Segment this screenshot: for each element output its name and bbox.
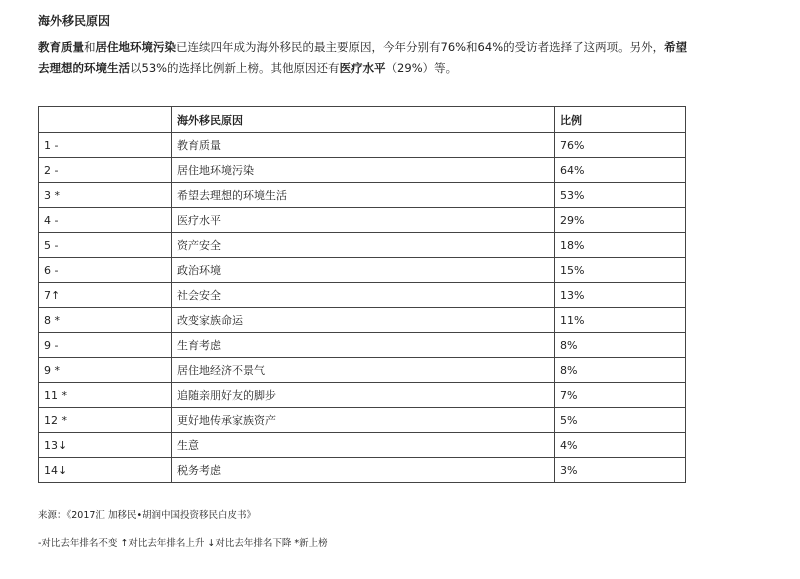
rank-cell: 9 * bbox=[39, 358, 172, 383]
reason-cell: 希望去理想的环境生活 bbox=[172, 183, 555, 208]
table-row bbox=[39, 458, 686, 483]
intro-highlight-education: 教育质量 bbox=[38, 40, 84, 54]
rank-cell: 6 - bbox=[39, 258, 172, 283]
ratio-cell: 53% bbox=[555, 183, 686, 208]
ratio-cell: 11% bbox=[555, 308, 686, 333]
rank-cell: 14↓ bbox=[39, 458, 172, 483]
rank-cell: 9 - bbox=[39, 333, 172, 358]
header-ratio: 比例 bbox=[555, 107, 686, 133]
reason-cell: 教育质量 bbox=[172, 133, 555, 158]
reason-cell: 更好地传承家族资产 bbox=[172, 408, 555, 433]
table-row bbox=[39, 408, 686, 433]
reason-cell: 改变家族命运 bbox=[172, 308, 555, 333]
source-note: 来源：《2017汇 加移民•胡润中国投资移民白皮书》 bbox=[38, 510, 257, 521]
ratio-cell: 4% bbox=[555, 433, 686, 458]
intro-highlight-medical: 医疗水平 bbox=[339, 61, 386, 75]
rank-cell: 5 - bbox=[39, 233, 172, 258]
ratio-cell: 8% bbox=[555, 358, 686, 383]
legend-note: -对比去年排名不变 ↑对比去年排名上升 ↓对比去年排名下降 *新上榜 bbox=[38, 538, 328, 549]
intro-text: 和 bbox=[84, 40, 96, 54]
reason-cell: 追随亲朋好友的脚步 bbox=[172, 383, 555, 408]
header-reason: 海外移民原因 bbox=[172, 107, 555, 133]
reason-cell: 居住地环境污染 bbox=[172, 158, 555, 183]
ratio-cell: 3% bbox=[555, 458, 686, 483]
table-row bbox=[39, 183, 686, 208]
section-title: 海外移民原因 bbox=[38, 14, 111, 28]
table-row bbox=[39, 383, 686, 408]
rank-cell: 4 - bbox=[39, 208, 172, 233]
ratio-cell: 29% bbox=[555, 208, 686, 233]
table-row bbox=[39, 283, 686, 308]
ratio-cell: 13% bbox=[555, 283, 686, 308]
intro-text: 以53%的选择比例新上榜。其他原因还有 bbox=[130, 61, 340, 75]
rank-cell: 2 - bbox=[39, 158, 172, 183]
table-row bbox=[39, 208, 686, 233]
intro-paragraph bbox=[38, 37, 698, 79]
rank-cell: 13↓ bbox=[39, 433, 172, 458]
ratio-cell: 64% bbox=[555, 158, 686, 183]
rank-cell: 1 - bbox=[39, 133, 172, 158]
ratio-cell: 8% bbox=[555, 333, 686, 358]
intro-text: 已连续四年成为海外移民的最主要原因，今年分别有76%和64%的受访者选择了这两项。另外， bbox=[176, 40, 665, 54]
ratio-cell: 5% bbox=[555, 408, 686, 433]
intro-text: （29%）等。 bbox=[385, 61, 458, 75]
rank-cell: 8 * bbox=[39, 308, 172, 333]
reason-cell: 居住地经济不景气 bbox=[172, 358, 555, 383]
reason-cell: 社会安全 bbox=[172, 283, 555, 308]
header-rank bbox=[39, 107, 172, 133]
reason-cell: 政治环境 bbox=[172, 258, 555, 283]
rank-cell: 12 * bbox=[39, 408, 172, 433]
table-row bbox=[39, 333, 686, 358]
ratio-cell: 76% bbox=[555, 133, 686, 158]
reason-cell: 医疗水平 bbox=[172, 208, 555, 233]
intro-highlight-pollution: 居住地环境污染 bbox=[95, 40, 176, 54]
table-row bbox=[39, 358, 686, 383]
reason-cell: 生育考虑 bbox=[172, 333, 555, 358]
reason-cell: 资产安全 bbox=[172, 233, 555, 258]
table-header-row bbox=[39, 107, 686, 133]
rank-cell: 7↑ bbox=[39, 283, 172, 308]
intro-highlight-ideal-environment: 希望去理想的环境生活 bbox=[38, 40, 688, 75]
table-row bbox=[39, 258, 686, 283]
ratio-cell: 7% bbox=[555, 383, 686, 408]
table-row bbox=[39, 308, 686, 333]
ratio-cell: 15% bbox=[555, 258, 686, 283]
table-row bbox=[39, 433, 686, 458]
rank-cell: 11 * bbox=[39, 383, 172, 408]
reason-cell: 税务考虑 bbox=[172, 458, 555, 483]
table-row bbox=[39, 233, 686, 258]
table-row bbox=[39, 158, 686, 183]
ratio-cell: 18% bbox=[555, 233, 686, 258]
rank-cell: 3 * bbox=[39, 183, 172, 208]
reason-cell: 生意 bbox=[172, 433, 555, 458]
reasons-table bbox=[38, 106, 686, 483]
table-row bbox=[39, 133, 686, 158]
